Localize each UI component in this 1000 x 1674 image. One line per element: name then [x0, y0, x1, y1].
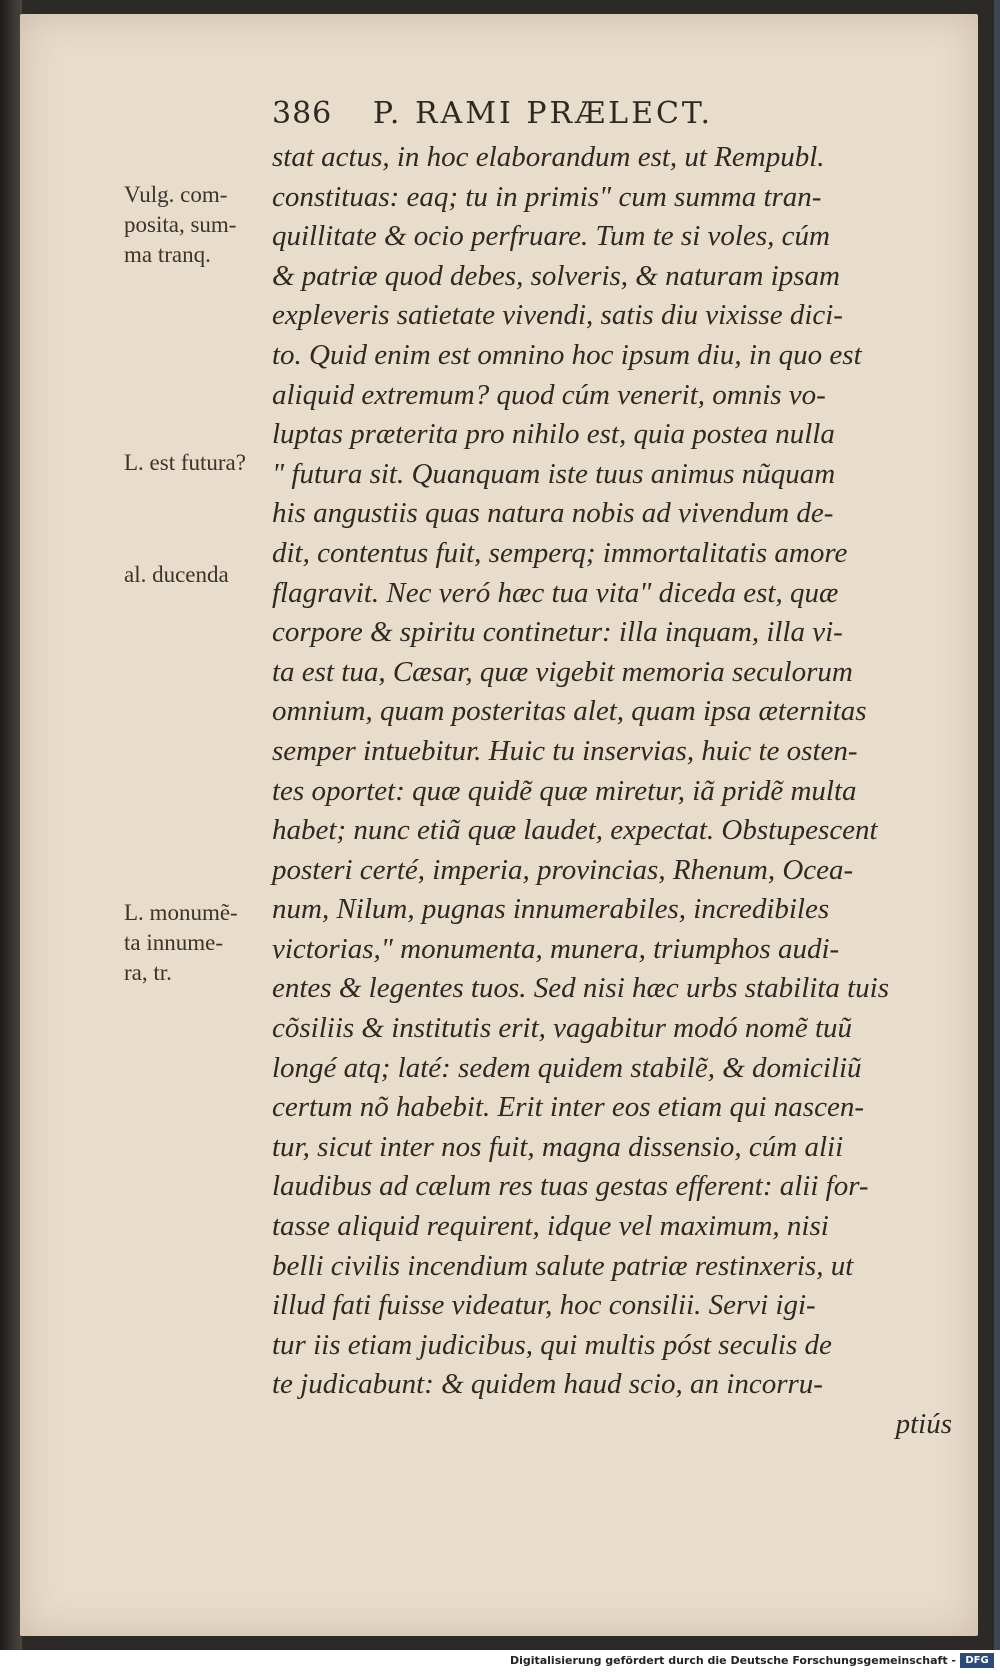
- text-line: tes oportet: quæ quidẽ quæ miretur, iã pridẽ multa: [272, 774, 857, 807]
- text-line: omnium, quam posteritas alet, quam ipsa æternitas: [272, 695, 867, 728]
- text-line: semper intuebitur. Huic tu inservias, huic te osten-: [272, 734, 858, 767]
- text-line: quillitate & ocio perfruare. Tum te si voles, cúm: [272, 220, 830, 253]
- margin-note-line: L. monumẽ-: [124, 900, 238, 925]
- text-line: stat actus, in hoc elaborandum est, ut Rempubl.: [272, 141, 825, 173]
- text-line: tur iis etiam judicibus, qui multis póst seculis de: [272, 1328, 832, 1361]
- text-line: expleveris satietate vivendi, satis diu vixisse dici-: [272, 299, 843, 332]
- text-line: " futura sit. Quanquam iste tuus animus nũquam: [272, 457, 836, 490]
- text-line: illud fati fuisse videatur, hoc consilii. Servi igi-: [272, 1289, 816, 1322]
- text-line: his angustiis quas natura nobis ad vivendum de-: [272, 497, 834, 530]
- main-text: [272, 138, 960, 1445]
- text-line: aliquid extremum? quod cúm venerit, omnis vo-: [272, 378, 826, 411]
- text-line: longé atq; laté: sedem quidem stabilẽ, & domiciliũ: [272, 1051, 862, 1084]
- text-line: belli civilis incendium salute patriæ restinxeris, ut: [272, 1249, 854, 1282]
- text-line: num, Nilum, pugnas innumerabiles, incredibiles: [272, 893, 830, 926]
- margin-note-line: posita, sum-: [124, 212, 237, 237]
- margin-note-line: ta innume-: [124, 930, 223, 955]
- margin-note-line: ra, tr.: [124, 960, 172, 985]
- running-title: P. RAMI PRÆLECT.: [372, 96, 714, 131]
- text-line: corpore & spiritu continetur: illa inquam, illa vi-: [272, 616, 843, 649]
- margin-note-est-futura: [124, 448, 274, 478]
- text-line: luptas præterita pro nihilo est, quia postea nulla: [272, 418, 835, 451]
- text-line: certum nõ habebit. Erit inter eos etiam qui nascen-: [272, 1091, 864, 1124]
- footer-credit: Digitalisierung gefördert durch die Deutsche Forschungsgemeinschaft -: [509, 1654, 956, 1667]
- text-line: te judicabunt: & quidem haud scio, an incorru-: [272, 1368, 823, 1401]
- margin-note-line: L. est futura?: [124, 450, 246, 475]
- book-spine: [0, 0, 22, 1674]
- text-line: to. Quid enim est omnino hoc ipsum diu, in quo est: [272, 338, 862, 371]
- margin-note-line: Vulg. com-: [124, 182, 228, 207]
- book-edge: [994, 0, 1000, 1674]
- margin-note-line: ma tranq.: [124, 242, 211, 267]
- text-line: laudibus ad cælum res tuas gestas efferent: alii for-: [272, 1170, 869, 1203]
- running-head: [272, 96, 713, 131]
- dfg-logo: DFG: [960, 1653, 994, 1668]
- text-line: ptiús: [895, 1408, 952, 1440]
- text-line: posteri certé, imperia, provincias, Rhenum, Ocea-: [272, 853, 854, 886]
- text-line: cõsiliis & institutis erit, vagabitur modó nomẽ tuũ: [272, 1012, 852, 1045]
- text-line: & patriæ quod debes, solveris, & naturam ipsam: [272, 259, 840, 292]
- margin-note-line: al. ducenda: [124, 562, 229, 587]
- text-line: entes & legentes tuos. Sed nisi hæc urbs stabilita tuis: [272, 972, 890, 1005]
- text-line: tasse aliquid requirent, idque vel maximum, nisi: [272, 1210, 829, 1243]
- text-line: tur, sicut inter nos fuit, magna dissensio, cúm alii: [272, 1130, 844, 1163]
- text-line: constituas: eaq; tu in primis" cum summa tran-: [272, 180, 822, 213]
- text-line: habet; nunc etiã quæ laudet, expectat. Obstupescent: [272, 814, 878, 847]
- margin-note-ducenda: [124, 560, 274, 590]
- text-line: dit, contentus fuit, semperq; immortalitatis amore: [272, 536, 848, 569]
- margin-note-monumenta: [124, 898, 274, 988]
- page-number: 386: [272, 96, 333, 131]
- text-line: victorias," monumenta, munera, triumphos audi-: [272, 932, 840, 965]
- text-line: flagravit. Nec veró hæc tua vita" diceda est, quæ: [272, 576, 839, 609]
- text-line: ta est tua, Cæsar, quæ vigebit memoria seculorum: [272, 655, 853, 688]
- margin-note-vulg: [124, 180, 274, 270]
